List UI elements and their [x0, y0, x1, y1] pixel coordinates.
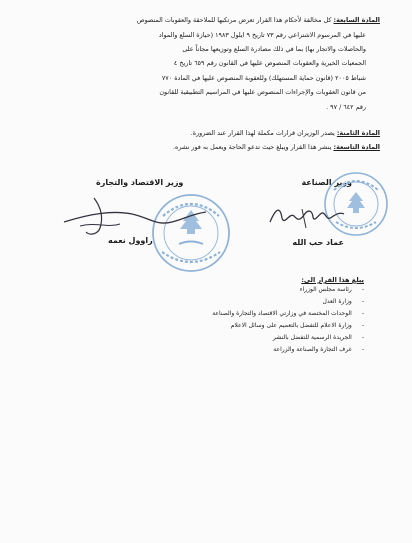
article7-line-6: من قانون العقوبات والإجراءات المنصوص عليها في المراسيم التطبيقية للقانون — [159, 88, 366, 96]
minister-economy-title: وزير الاقتصاد والتجارة — [96, 178, 184, 187]
article8 — [40, 129, 380, 138]
distribution-item-text: الجريدة الرسمية للتفضل بالنشر — [272, 334, 352, 341]
minister-economy-signature — [60, 192, 210, 240]
article7-line-1-text: كل مخالفة لأحكام هذا القرار تعرض مرتكبها للملاحقة والعقوبات المنصوص — [136, 16, 332, 24]
article7-line-5: شباط ٢٠٠٥ (قانون حماية المستهلك) وللعقوبة المنصوص عليها في المادة ٧٧٠ — [161, 74, 366, 82]
article9-heading: المادة التاسعة: — [333, 143, 380, 151]
bullet-dash: - — [361, 286, 364, 293]
minister-industry-name: عماد حب الله — [292, 238, 344, 247]
distribution-item-text: وزارة الاعلام للتفضل بالتعميم على وسائل الاعلام — [230, 322, 352, 329]
distribution-item-text: وزارة العدل — [322, 298, 352, 305]
bullet-dash: - — [361, 346, 364, 353]
minister-economy-name: راوول نعمه — [108, 236, 153, 245]
distribution-item — [273, 346, 364, 354]
article7-line-2: عليها في المرسوم الاشتراعي رقم ٧٣ تاريخ ٩ ايلول ١٩٨٣ (حيازة السلع والمواد — [158, 31, 366, 39]
distribution-item — [300, 286, 364, 294]
article7-line-7: رقم ٦٤٢ / ٩٧ . — [326, 103, 366, 111]
article7-line-4: الجمعيات الخيرية والعقوبات المنصوص عليها في القانون رقم ٦٥٩ تاريخ ٤ — [173, 59, 366, 67]
distribution-item-text: رئاسة مجلس الوزراء — [299, 286, 352, 293]
article9-text: ينشر هذا القرار ويبلغ حيث تدعو الحاجة ويعمل به فور نشره. — [172, 143, 332, 151]
distribution-item-text: الوحدات المختصة في وزارتي الاقتصاد والتجارة والصناعة — [212, 310, 352, 317]
distribution-item — [212, 310, 364, 318]
article7-heading: المادة السابعة: — [333, 16, 380, 24]
bullet-dash: - — [361, 322, 364, 329]
distribution-item — [231, 322, 364, 330]
bullet-dash: - — [361, 310, 364, 317]
distribution-title: يبلغ هذا القرار الى: — [301, 276, 364, 284]
article8-text: يصدر الوزيران قرارات مكملة لهذا القرار عند الضرورة. — [190, 129, 335, 137]
bullet-dash: - — [361, 334, 364, 341]
distribution-item-text: غرف التجارة والصناعة والزراعة — [273, 346, 352, 353]
article7-line-1 — [40, 16, 380, 25]
minister-industry-title: وزير الصناعة — [301, 178, 352, 187]
article7-line-3: والحاصلات والاتجار بها) بما في ذلك مصادرة السلع وتوزيعها مجاناً على — [182, 45, 366, 53]
article9 — [40, 143, 380, 152]
distribution-item — [273, 334, 364, 342]
bullet-dash: - — [361, 298, 364, 305]
article8-heading: المادة الثامنة: — [336, 129, 380, 137]
distribution-item — [323, 298, 364, 306]
minister-industry-signature — [266, 200, 348, 232]
